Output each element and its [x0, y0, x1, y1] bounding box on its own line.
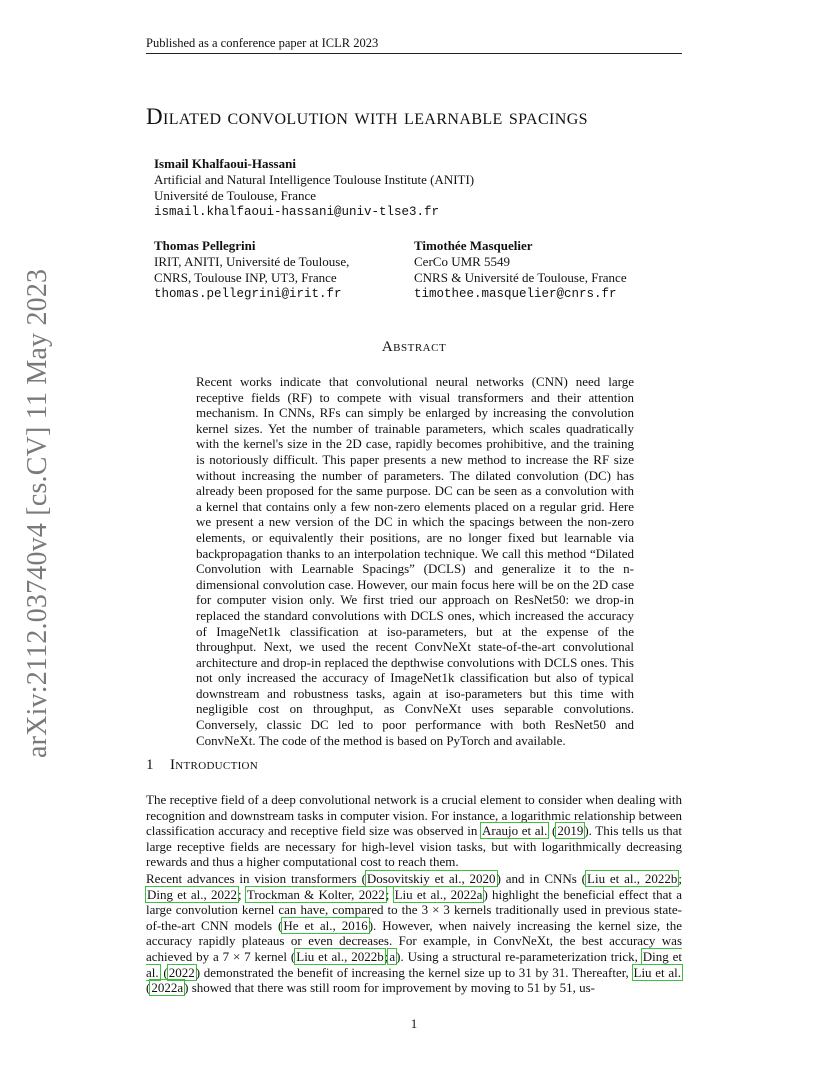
- paragraph-text: (: [159, 964, 168, 980]
- citation-link[interactable]: He et al., 2016: [283, 917, 368, 933]
- paragraph-text: ). Using a structural re-parameterization trick,: [396, 948, 642, 964]
- author-email[interactable]: ismail.khalfaoui-hassani@univ-tlse3.fr: [154, 205, 440, 219]
- paragraph-text: ) showed that there was still room for improvement by moving to 51 by 51, us-: [184, 980, 596, 996]
- paragraph-text: ) highlight the beneficial effect that a large convolution kernel can have, compared to the 3 × 3 kernels traditionally used in previous state-of-the-art CNN models (: [146, 886, 682, 933]
- paragraph-text: ) demonstrated the benefit of increasing the kernel size up to 31 by 31. Thereafter,: [195, 964, 633, 980]
- section-title: Introduction: [170, 757, 259, 773]
- paragraph-text: ). This tells us that large receptive fields are necessary for high-level vision tasks, but with logarithmically decreasing rewards and thus a higher computational cost to reach them.: [146, 823, 682, 870]
- citation-link[interactable]: 2022a: [151, 980, 184, 996]
- paragraph-text: (: [548, 823, 557, 839]
- citation-link[interactable]: Liu et al., 2022a: [394, 886, 483, 902]
- paragraph-text: Recent advances in vision transformers (: [146, 871, 366, 886]
- paragraph-text: ;: [238, 886, 246, 902]
- author-affiliation: CNRS, Toulouse INP, UT3, France: [154, 270, 337, 285]
- paper-title: Dilated convolution with learnable spacings: [146, 104, 588, 129]
- author-affiliation: CerCo UMR 5549: [414, 254, 511, 269]
- intro-paragraph-1: [146, 792, 682, 870]
- paragraph-text: ;: [385, 886, 394, 902]
- citation-link[interactable]: Liu et al., 2022b: [587, 871, 678, 886]
- abstract-text: Recent works indicate that convolutional neural networks (CNN) need large receptive fields (RF) to compete with visual transformers and their attention mechanism. In CNNs, RFs can simply be enlarged by increasing the convolution kernel sizes. Yet the number of trainable parameters, which scales quadratically with the kernel's size in the 2D case, rapidly becomes prohibitive, and the training is notoriously difficult. This paper presents a new method to increase the RF size without increasing the number of parameters. The dilated convolution (DC) has already been proposed for the same purpose. DC can be seen as a convolution with a kernel that contains only a few non-zero elements placed on a regular grid. Here we present a new version of the DC in which the spacings between the non-zero elements, or equivalently their positions, are no longer fixed but learnable via backpropagation thanks to an interpolation technique. We call this method “Dilated Convolution with Learnable Spacings” (DCLS) and generalize it to the n-dimensional convolution case. However, our main focus here will be on the 2D case for computer vision only. We first tried our approach on ResNet50: we drop-in replaced the standard convolutions with DCLS ones, which increased the accuracy of ImageNet1k classification at iso-parameters, but at the expense of the throughput. Next, we used the recent ConvNeXt state-of-the-art convolutional architecture and drop-in replaced the depthwise convolutions with DCLS ones. This not only increased the accuracy of ImageNet1k classification but also of typical downstream and robustness tasks, again at iso-parameters but this time with negligible cost on throughput, as ConvNeXt uses separable convolutions. Conversely, classic DC led to poor performance with both ResNet50 and ConvNeXt. The code of the method is based on PyTorch and available.: [196, 374, 634, 748]
- citation-link[interactable]: Araujo et al.: [482, 823, 548, 839]
- citation-link[interactable]: Ding et al.: [146, 948, 682, 980]
- author-affiliation: Université de Toulouse, France: [154, 188, 317, 203]
- paragraph-text: ;: [384, 948, 389, 964]
- author-affiliation: Artificial and Natural Intelligence Toulouse Institute (ANITI): [154, 172, 475, 187]
- page-number: 1: [410, 1016, 418, 1031]
- citation-link[interactable]: 2019: [557, 823, 584, 839]
- author-name: Ismail Khalfaoui-Hassani: [154, 156, 296, 171]
- citation-link[interactable]: Ding et al., 2022: [147, 886, 238, 902]
- citation-link[interactable]: Liu et al., 2022b: [296, 948, 384, 964]
- author-block-2: [154, 238, 349, 302]
- header-rule: [146, 53, 682, 54]
- arxiv-identifier: arXiv:2112.03740v4 [cs.CV] 11 May 2023: [22, 268, 53, 758]
- paragraph-text: ;: [678, 871, 683, 886]
- citation-link[interactable]: a: [389, 948, 396, 964]
- paragraph-text: ). However, when naively increasing the kernel size, the accuracy rapidly plateaus or even decreases. For example, in ConvNeXt, the best accuracy was achieved by a 7 × 7 kernel (: [146, 917, 683, 964]
- citation-link[interactable]: 2022: [168, 964, 195, 980]
- section-number: 1: [146, 757, 154, 773]
- section-heading: [146, 757, 258, 774]
- abstract-heading: Abstract: [381, 339, 447, 355]
- author-email[interactable]: timothee.masquelier@cnrs.fr: [414, 287, 617, 301]
- intro-paragraph-2: [146, 871, 682, 996]
- author-name: Timothée Masquelier: [414, 238, 533, 253]
- paragraph-text: ) and in CNNs (: [496, 871, 587, 886]
- author-name: Thomas Pellegrini: [154, 238, 256, 253]
- running-header: Published as a conference paper at ICLR 2023: [146, 36, 379, 50]
- citation-link[interactable]: Dosovitskiy et al., 2020: [366, 871, 496, 886]
- author-email[interactable]: thomas.pellegrini@irit.fr: [154, 287, 342, 301]
- citation-link[interactable]: Trockman & Kolter, 2022: [246, 886, 385, 902]
- citation-link[interactable]: Liu et al.: [633, 964, 681, 980]
- author-block-1: [154, 156, 474, 220]
- author-affiliation: IRIT, ANITI, Université de Toulouse,: [154, 254, 350, 269]
- author-block-3: [414, 238, 627, 302]
- paragraph-text: The receptive field of a deep convolutional network is a crucial element to consider when dealing with recognition and downstream tasks in computer vision. For instance, a logarithmic relationship between classification accuracy and receptive field size was observed in: [146, 792, 682, 839]
- author-affiliation: CNRS & Université de Toulouse, France: [414, 270, 627, 285]
- paragraph-text: (: [146, 980, 151, 996]
